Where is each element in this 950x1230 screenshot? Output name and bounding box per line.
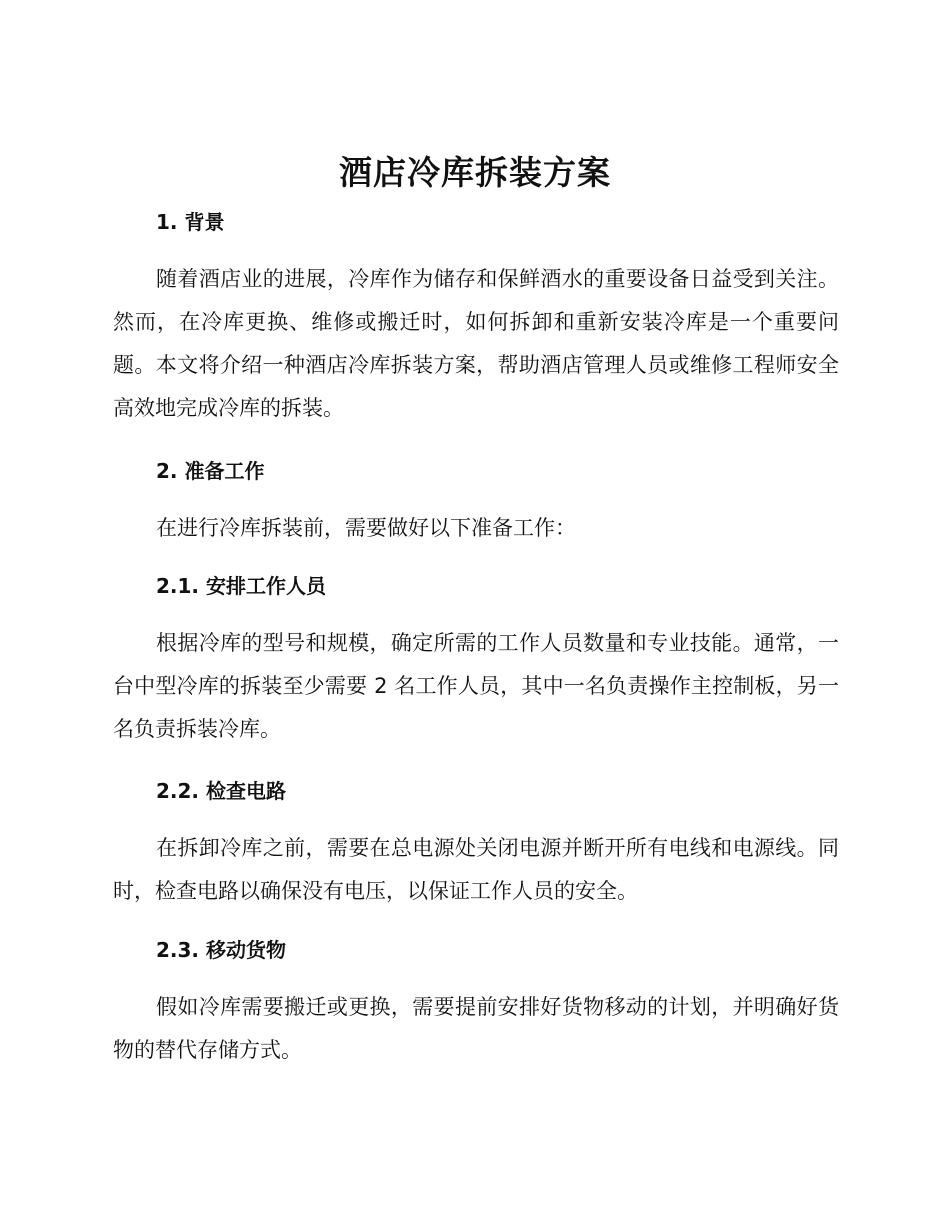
section-paragraph-move-goods: 假如冷库需要搬迁或更换，需要提前安排好货物移动的计划，并明确好货物的替代存储方式。 [113, 995, 839, 1062]
section-heading-preparation: 2. 准备工作 [156, 459, 265, 483]
section-paragraph-background: 随着酒店业的进展，冷库作为储存和保鲜酒水的重要设备日益受到关注。然而，在冷库更换、维修或搬迁时，如何拆卸和重新安装冷库是一个重要问题。本文将介绍一种酒店冷库拆装方案，帮助酒店管理人员或维修工程师安全高效地完成冷库的拆装。 [113, 267, 839, 420]
section-paragraph-staffing: 根据冷库的型号和规模，确定所需的工作人员数量和专业技能。通常，一台中型冷库的拆装至少需要 2 名工作人员，其中一名负责操作主控制板，另一名负责拆装冷库。 [113, 631, 839, 741]
page-title: 酒店冷库拆装方案 [339, 153, 611, 192]
section-heading-move-goods: 2.3. 移动货物 [156, 938, 286, 962]
section-heading-circuit-check: 2.2. 检查电路 [156, 779, 286, 803]
section-paragraph-preparation: 在进行冷库拆装前，需要做好以下准备工作： [156, 516, 576, 540]
section-paragraph-circuit-check: 在拆卸冷库之前，需要在总电源处关闭电源并断开所有电线和电源线。同时，检查电路以确保没有电压，以保证工作人员的安全。 [113, 836, 839, 903]
section-heading-background: 1. 背景 [156, 210, 225, 234]
section-heading-staffing: 2.1. 安排工作人员 [156, 574, 326, 598]
